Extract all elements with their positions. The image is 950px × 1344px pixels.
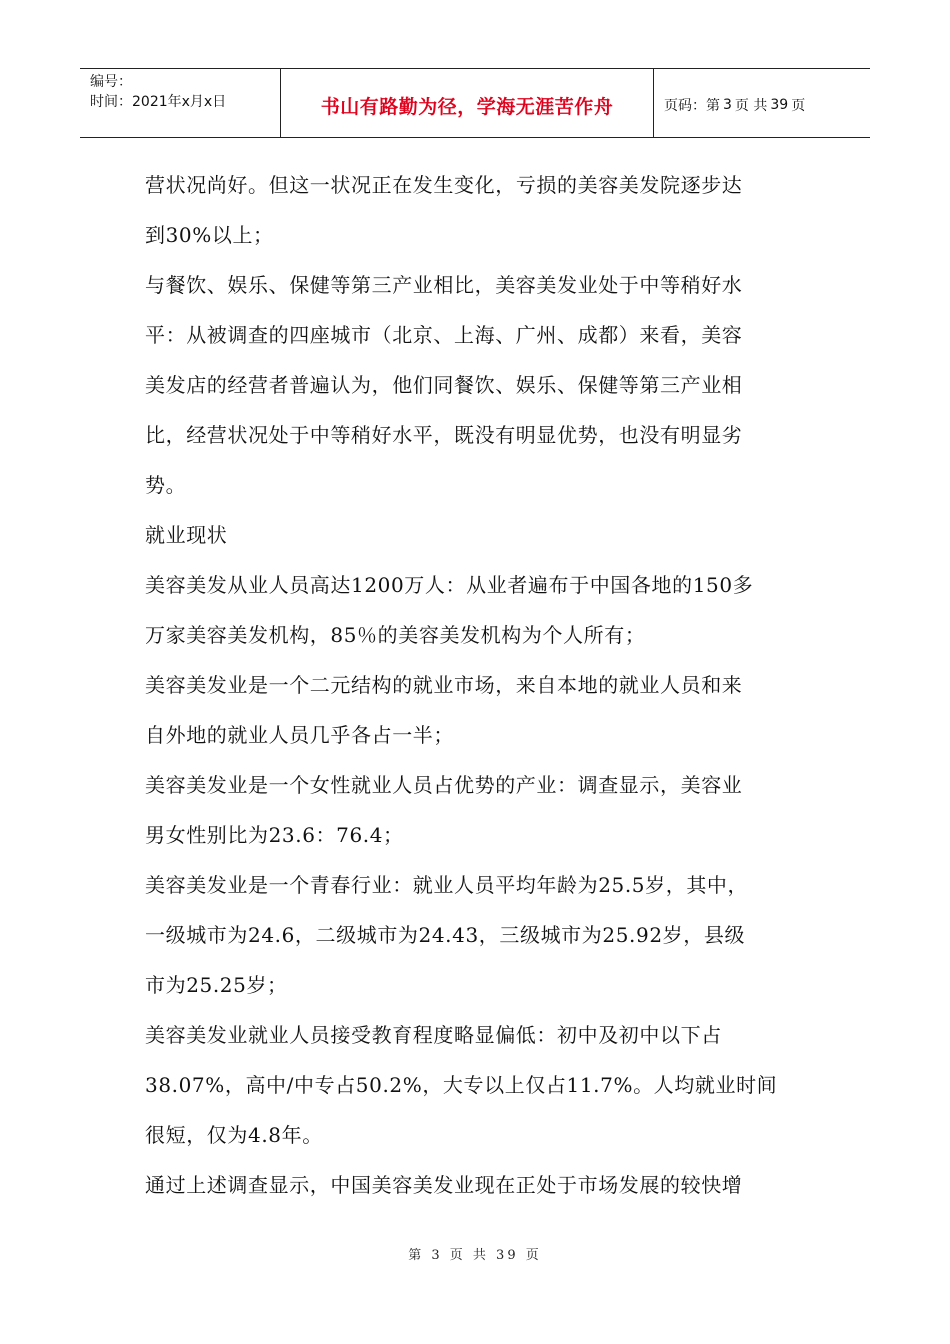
text-line: 美发店的经营者普遍认为，他们同餐饮、娱乐、保健等第三产业相 (145, 373, 743, 397)
text-line: 男女性别比为23.6：76.4； (145, 823, 404, 847)
page-footer: 第 3 页 共 39 页 (408, 1248, 542, 1263)
text-line: 美容美发业是一个二元结构的就业市场，来自本地的就业人员和来 (145, 673, 743, 697)
text-line: 一级城市为24.6，二级城市为24.43，三级城市为25.92岁，县级 (145, 923, 746, 947)
section-heading: 就业现状 (145, 523, 228, 547)
text-line: 美容美发业是一个青春行业：就业人员平均年龄为25.5岁，其中， (145, 873, 749, 897)
text-line: 势。 (145, 473, 187, 497)
text-line: 美容美发从业人员高达1200万人：从业者遍布于中国各地的150多 (145, 573, 754, 597)
text-line: 38.07%，高中/中专占50.2%，大专以上仅占11.7%。人均就业时间 (145, 1073, 778, 1097)
text-line: 营状况尚好。但这一状况正在发生变化，亏损的美容美发院逐步达 (145, 173, 743, 197)
text-line: 美容美发业是一个女性就业人员占优势的产业：调查显示，美容业 (145, 773, 743, 797)
page-label: 页码：第 (664, 98, 720, 114)
text-line: 市为25.25岁； (145, 973, 288, 997)
motto-text: 书山有路勤为径，学海无涯苦作舟 (320, 95, 614, 118)
text-line: 很短，仅为4.8年。 (145, 1123, 323, 1147)
text-line: 自外地的就业人员几乎各占一半； (145, 723, 454, 747)
page-header (80, 68, 870, 138)
body-text (145, 160, 810, 1210)
text-line: 通过上述调查显示，中国美容美发业现在正处于市场发展的较快增 (145, 1173, 743, 1197)
text-line: 美容美发业就业人员接受教育程度略显偏低：初中及初中以下占 (145, 1023, 722, 1047)
page-middle: 页 共 (734, 98, 768, 114)
header-page-info (654, 69, 870, 137)
text-line: 到30%以上； (145, 223, 274, 247)
page-total: 39 (770, 97, 789, 113)
text-line: 万家美容美发机构，85％的美容美发机构为个人所有； (145, 623, 646, 647)
date-label: 时间：2021年x月x日 (90, 94, 227, 110)
header-meta (80, 69, 281, 137)
page-current: 3 (723, 97, 732, 113)
text-line: 比，经营状况处于中等稍好水平，既没有明显优势，也没有明显劣 (145, 423, 743, 447)
doc-number-label: 编号： (90, 74, 132, 90)
text-line: 平：从被调查的四座城市（北京、上海、广州、成都）来看，美容 (145, 323, 743, 347)
text-line: 与餐饮、娱乐、保健等第三产业相比，美容美发业处于中等稍好水 (145, 273, 743, 297)
page-suffix: 页 (791, 98, 806, 114)
header-motto-cell (281, 69, 654, 137)
